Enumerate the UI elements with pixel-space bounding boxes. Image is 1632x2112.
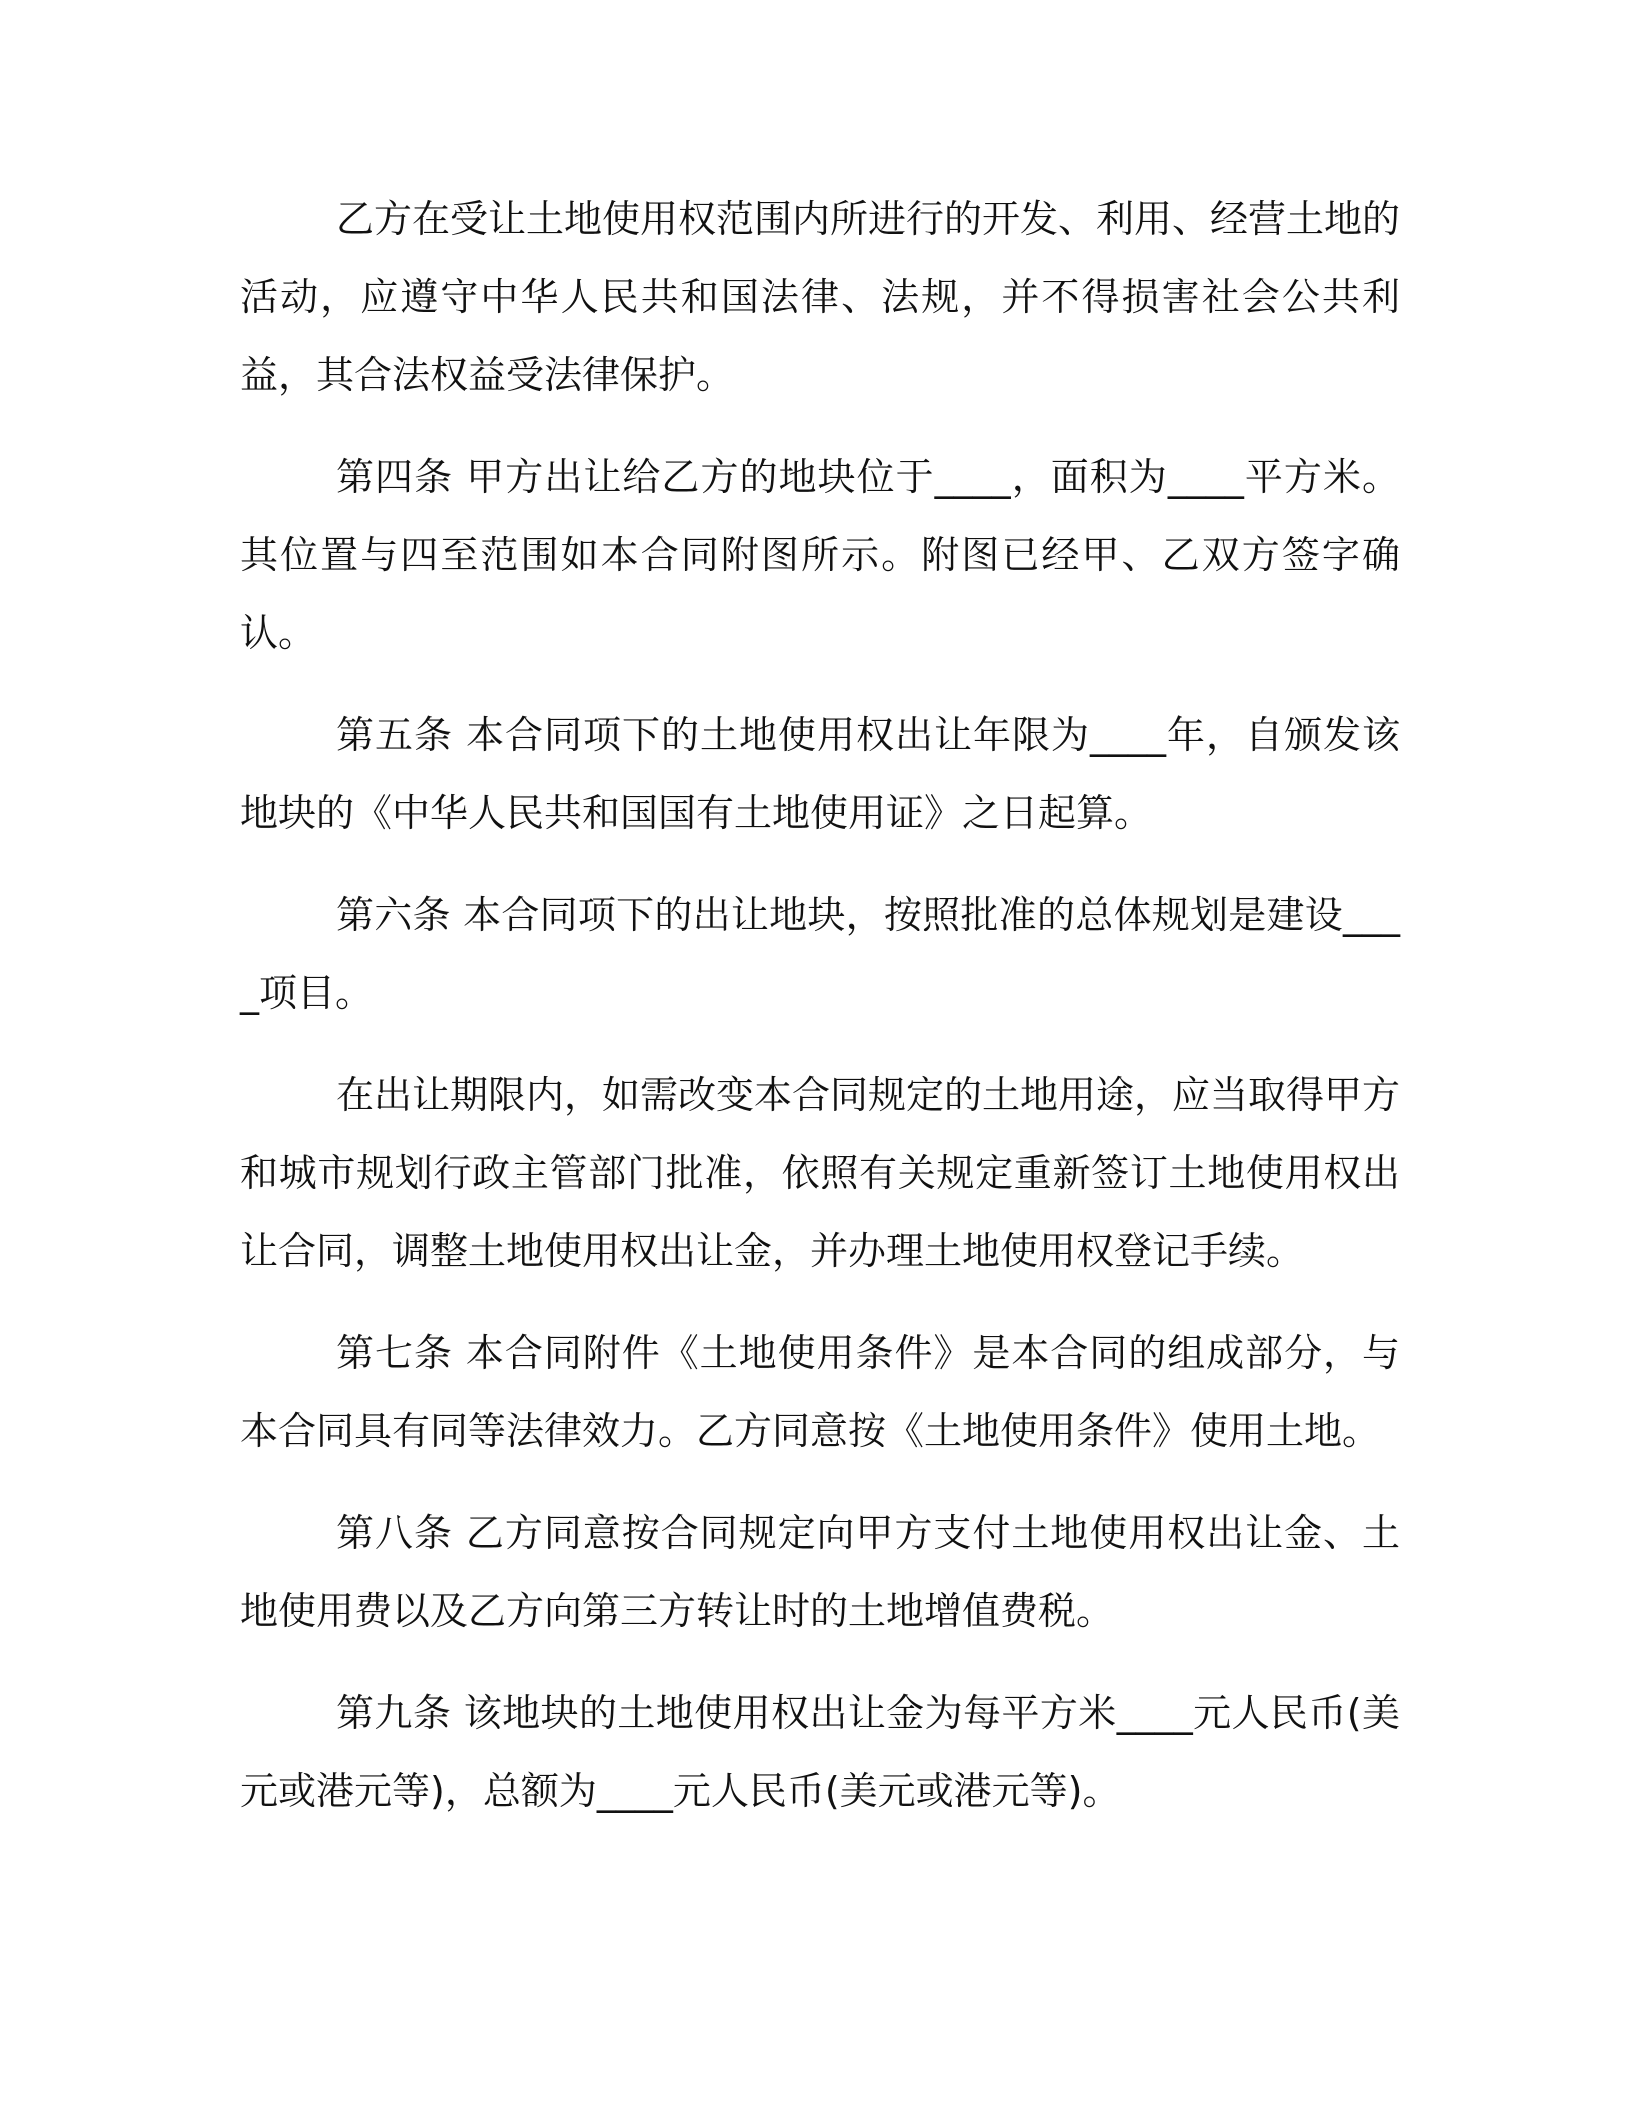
paragraph-article-5: 第五条 本合同项下的土地使用权出让年限为____年，自颁发该地块的《中华人民共和国国有土地使用证》之日起算。 [240,713,1400,835]
paragraph-article-6: 第六条 本合同项下的出让地块，按照批准的总体规划是建设____项目。 [240,893,1400,1015]
paragraph-land-use-change: 在出让期限内，如需改变本合同规定的土地用途，应当取得甲方和城市规划行政主管部门批准，依照有关规定重新签订土地使用权出让合同，调整土地使用权出让金，并办理土地使用权登记手续。 [240,1073,1401,1273]
paragraph-article-4: 第四条 甲方出让给乙方的地块位于____，面积为____平方米。其位置与四至范围如本合同附图所示。附图已经甲、乙双方签字确认。 [240,455,1400,655]
paragraph-article-9: 第九条 该地块的土地使用权出让金为每平方米____元人民币(美元或港元等)，总额为____元人民币(美元或港元等)。 [240,1691,1400,1813]
paragraph-article-8: 第八条 乙方同意按合同规定向甲方支付土地使用权出让金、土地使用费以及乙方向第三方转让时的土地增值费税。 [240,1511,1400,1633]
document-body [240,180,1400,1854]
paragraph-rights-protection: 乙方在受让土地使用权范围内所进行的开发、利用、经营土地的活动，应遵守中华人民共和国法律、法规，并不得损害社会公共利益，其合法权益受法律保护。 [240,197,1401,397]
paragraph-article-7: 第七条 本合同附件《土地使用条件》是本合同的组成部分，与本合同具有同等法律效力。乙方同意按《土地使用条件》使用土地。 [240,1331,1400,1453]
